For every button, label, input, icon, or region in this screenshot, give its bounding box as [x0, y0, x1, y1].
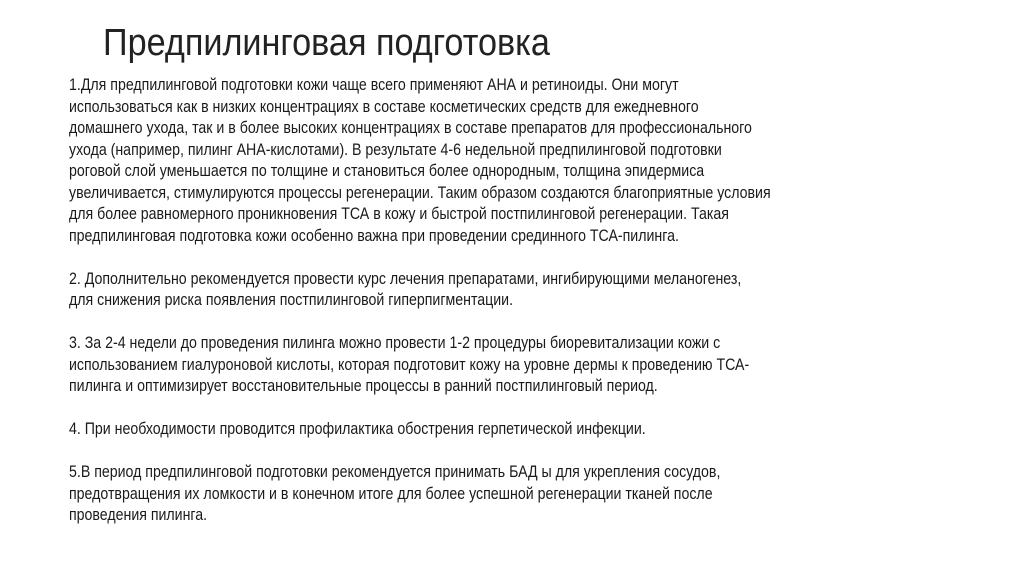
- text-line: пилинга и оптимизирует восстановительные процессы в ранний постпилинговый период.: [69, 377, 658, 395]
- text-line: домашнего ухода, так и в более высоких концентрациях в составе препаратов для профессионального: [69, 119, 752, 137]
- text-line: ухода (например, пилинг АНА-кислотами). В результате 4-6 недельной предпилинговой подготовки: [69, 140, 722, 159]
- slide-title: Предпилинговая подготовка: [103, 22, 550, 64]
- text-line: предотвращения их ломкости и в конечном итоге для более успешной регенерации тканей после: [69, 484, 713, 503]
- paragraph-4: [69, 419, 944, 441]
- paragraph-3: [69, 333, 944, 398]
- text-line: увеличивается, стимулируются процессы регенерации. Таким образом создаются благоприятные условия: [69, 183, 771, 202]
- paragraph-2: [69, 269, 944, 312]
- paragraph-5: [69, 462, 944, 527]
- text-line: 3. За 2-4 недели до проведения пилинга можно провести 1-2 процедуры биоревитализации кожи с: [69, 334, 721, 352]
- text-line: использоваться как в низких концентрациях в составе косметических средств для ежедневного: [69, 97, 699, 116]
- text-line: проведения пилинга.: [69, 506, 208, 524]
- text-line: 1.Для предпилинговой подготовки кожи чаще всего применяют АНА и ретиноиды. Они могут: [69, 76, 679, 94]
- text-line: использованием гиалуроновой кислоты, которая подготовит кожу на уровне дермы к проведению ТСА-: [69, 355, 750, 374]
- text-line: роговой слой уменьшается по толщине и становиться более однородным, толщина эпидермиса: [69, 162, 705, 180]
- text-line: предпилинговая подготовка кожи особенно важна при проведении срединного ТСА-пилинга.: [69, 226, 679, 245]
- slide-body: [69, 75, 944, 548]
- text-line: 2. Дополнительно рекомендуется провести курс лечения препаратами, ингибирующими меланогенез,: [69, 269, 742, 288]
- paragraph-1: [69, 75, 944, 247]
- text-line: для более равномерного проникновения ТСА в кожу и быстрой постпилинговой регенерации. Такая: [69, 205, 729, 223]
- text-line: 5.В период предпилинговой подготовки рекомендуется принимать БАД ы для укрепления сосудов,: [69, 463, 721, 481]
- text-line: 4. При необходимости проводится профилактика обострения герпетической инфекции.: [69, 420, 646, 438]
- text-line: для снижения риска появления постпилинговой гиперпигментации.: [69, 291, 514, 309]
